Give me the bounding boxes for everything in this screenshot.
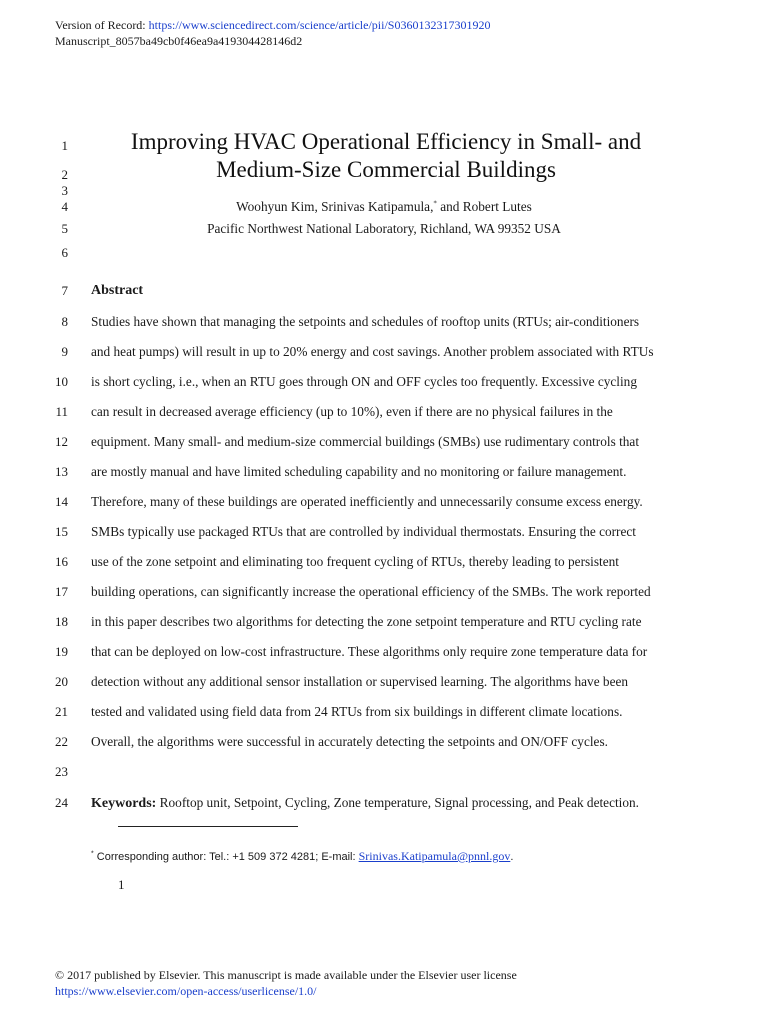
corresponding-marker: * bbox=[433, 199, 437, 208]
abstract-line: SMBs typically use packaged RTUs that are controlled by individual thermostats. Ensuring the correct bbox=[91, 524, 636, 539]
abstract-line: equipment. Many small- and medium-size commercial buildings (SMBs) use rudimentary controls that bbox=[91, 434, 640, 449]
line-number: 3 bbox=[61, 183, 68, 198]
line-number: 10 bbox=[55, 374, 68, 389]
line-number: 24 bbox=[55, 795, 68, 810]
abstract-line: building operations, can significantly increase the operational efficiency of the SMBs. The work reported bbox=[91, 584, 651, 599]
page-number: 1 bbox=[118, 877, 125, 892]
line-number: 9 bbox=[61, 344, 68, 359]
abstract-line: Overall, the algorithms were successful in accurately detecting the setpoints and ON/OFF cycles. bbox=[91, 734, 608, 749]
line-number: 14 bbox=[55, 494, 68, 509]
line-number: 12 bbox=[55, 434, 68, 449]
line-number: 18 bbox=[55, 614, 68, 629]
line-number: 22 bbox=[55, 734, 68, 749]
line-number: 11 bbox=[55, 404, 68, 419]
line-number: 2 bbox=[61, 167, 68, 182]
abstract-line: in this paper describes two algorithms for detecting the zone setpoint temperature and RTU cycling rate bbox=[91, 614, 642, 629]
abstract-line: can result in decreased average efficiency (up to 10%), even if there are no physical failures in the bbox=[91, 404, 613, 419]
abstract-line: are mostly manual and have limited scheduling capability and no monitoring or failure management. bbox=[91, 464, 627, 479]
footnote bbox=[91, 849, 513, 864]
article-link[interactable]: https://www.sciencedirect.com/science/article/pii/S0360132317301920 bbox=[148, 18, 491, 32]
line-number: 23 bbox=[55, 764, 68, 779]
line-number: 16 bbox=[55, 554, 68, 569]
license-link[interactable]: https://www.elsevier.com/open-access/userlicense/1.0/ bbox=[55, 984, 317, 998]
version-of-record bbox=[55, 18, 490, 32]
paper-title-line-2: Medium-Size Commercial Buildings bbox=[216, 157, 556, 182]
keywords-text: Rooftop unit, Setpoint, Cycling, Zone temperature, Signal processing, and Peak detection. bbox=[156, 795, 639, 810]
manuscript-id: Manuscript_8057ba49cb0f46ea9a419304428146d2 bbox=[55, 34, 303, 48]
author-list bbox=[0, 199, 768, 215]
line-number: 21 bbox=[55, 704, 68, 719]
line-number: 1 bbox=[61, 138, 68, 153]
line-number: 20 bbox=[55, 674, 68, 689]
line-number: 19 bbox=[55, 644, 68, 659]
affiliation: Pacific Northwest National Laboratory, Richland, WA 99352 USA bbox=[207, 221, 561, 236]
footnote-marker: * bbox=[91, 850, 94, 858]
version-of-record-label: Version of Record: bbox=[55, 18, 149, 32]
author-names-rest: and Robert Lutes bbox=[436, 199, 532, 214]
author-names: Woohyun Kim, Srinivas Katipamula, bbox=[236, 199, 434, 214]
abstract-heading: Abstract bbox=[91, 283, 144, 298]
line-number: 6 bbox=[61, 245, 68, 260]
abstract-line: Therefore, many of these buildings are operated inefficiently and unnecessarily consume excess energy. bbox=[91, 494, 643, 509]
footnote-rule bbox=[118, 826, 298, 827]
line-number: 4 bbox=[61, 199, 68, 214]
keywords-label: Keywords: bbox=[91, 796, 157, 811]
line-number: 17 bbox=[55, 584, 68, 599]
paper-title-line-1: Improving HVAC Operational Efficiency in Small- and bbox=[130, 129, 642, 154]
footnote-text: Corresponding author: Tel.: +1 509 372 4281; E-mail: bbox=[93, 851, 359, 863]
abstract-line: tested and validated using field data from 24 RTUs from six buildings in different climate locations. bbox=[91, 704, 623, 719]
line-number: 8 bbox=[61, 314, 68, 329]
abstract-line: Studies have shown that managing the setpoints and schedules of rooftop units (RTUs; air-conditioners bbox=[91, 314, 640, 329]
line-number: 5 bbox=[61, 221, 68, 236]
line-number: 15 bbox=[55, 524, 68, 539]
abstract-line: is short cycling, i.e., when an RTU goes through ON and OFF cycles too frequently. Excessive cycling bbox=[91, 374, 637, 389]
abstract-line: and heat pumps) will result in up to 20% energy and cost savings. Another problem associated with RTUs bbox=[91, 344, 654, 359]
abstract-line: that can be deployed on low-cost infrastructure. These algorithms only require zone temperature data for bbox=[91, 644, 648, 659]
keywords bbox=[91, 795, 639, 812]
footnote-end: . bbox=[510, 851, 514, 863]
abstract-line: use of the zone setpoint and eliminating too frequent cycling of RTUs, thereby leading to persistent bbox=[91, 554, 619, 569]
line-number: 13 bbox=[55, 464, 68, 479]
license-notice: © 2017 published by Elsevier. This manuscript is made available under the Elsevier user license bbox=[55, 968, 517, 982]
abstract-line: detection without any additional sensor installation or supervised learning. The algorithms have been bbox=[91, 674, 629, 689]
email-link[interactable]: Srinivas.Katipamula@pnnl.gov bbox=[358, 849, 511, 863]
line-number: 7 bbox=[61, 283, 68, 298]
